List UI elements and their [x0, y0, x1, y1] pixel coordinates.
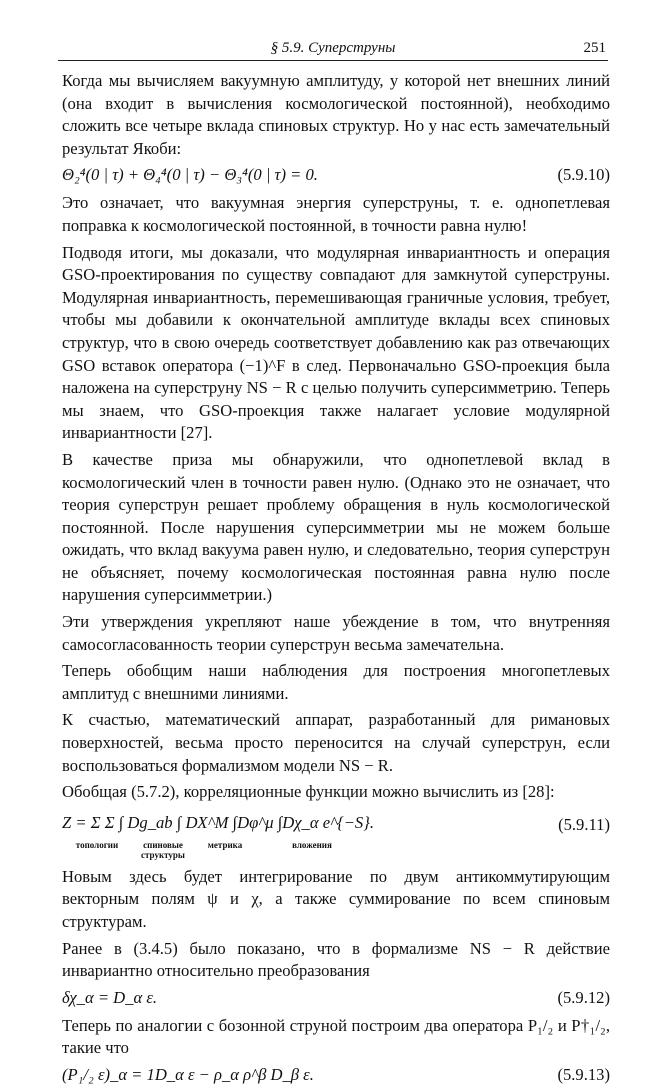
main-text: [62, 70, 610, 1092]
equation-number: (5.9.12): [557, 987, 610, 1007]
equation-formula: Θ₂⁴(0 | τ) + Θ₄⁴(0 | τ) − Θ₃⁴(0 | τ) = 0.: [62, 165, 318, 185]
equation-5-9-12: [62, 987, 610, 1011]
paragraph: Ранее в (3.4.5) было показано, что в формализме NS − R действие инвариантно относительно преобразования: [62, 938, 610, 981]
equation-number: (5.9.10): [557, 165, 610, 185]
running-header: [58, 38, 608, 61]
paragraph: Эти утверждения укрепляют наше убеждение в том, что внутренняя самосогласованность теории суперструн весьма замечательна.: [62, 612, 610, 654]
paragraph: Обобщая (5.7.2), корреляционные функции можно вычислить из [28]:: [62, 782, 555, 802]
equation-number: (5.9.13): [557, 1064, 610, 1084]
section-title: § 5.9. Суперструны: [270, 40, 396, 56]
page-number: 251: [583, 40, 606, 56]
paragraph: Это означает, что вакуумная энергия суперструны, т. е. однопетлевая поправка к космологической постоянной, в точности равна нулю!: [62, 193, 610, 235]
paragraph: Когда мы вычисляем вакуумную амплитуду, у которой нет внешних линий (она входит в вычисления космологической постоянной), необходимо сложить все четыре вклада спиновых структур. Но у нас есть замечательный результат Якоби:: [62, 71, 610, 158]
equation-formula: Z = Σ Σ ∫ Dg_ab ∫ DX^M ∫Dφ^μ ∫Dχ_α e^{−S}.: [62, 812, 374, 832]
paragraph: Новым здесь будет интегрирование по двум антикоммутирующим векторным полям ψ и χ, а также суммирование по всем спиновым структурам.: [62, 866, 610, 931]
paragraph: К счастью, математический аппарат, разработанный для римановых поверхностей, весьма просто переносится на случай суперструн, если воспользоваться формализмом модели NS − R.: [62, 710, 610, 775]
equation-formula: δχ_α = D_α ε.: [62, 987, 158, 1007]
equation-5-9-11: [62, 808, 610, 860]
paragraph: В качестве приза мы обнаружили, что однопетлевой вклад в космологический член в точности равен нулю. (Однако это не означает, что теория суперструн решает проблему обращения в нуль космологической постоянной. После нарушения суперсимметрии мы не можем больше ожидать, что вклад вакуума равен нулю, и следовательно, теория суперструн не объясняет, почему космологическая постоянная равна нулю после нарушения суперсимметрии.): [62, 449, 610, 605]
paragraph: Теперь обобщим наши наблюдения для построения многопетлевых амплитуд с внешними линиями.: [62, 661, 610, 703]
integral-label-embeddings: вложения: [292, 839, 332, 850]
equation-5-9-13: [62, 1064, 610, 1088]
paragraph: Подводя итоги, мы доказали, что модулярная инвариантность и операция GSO-проектирования по существу совпадают для замкнутой суперструны. Модулярная инвариантность, перемешивающая граничные условия, требует, чтобы мы добавили к окончательной амплитуде вклады всех спиновых структур, что в свою очередь соответствует добавлению как раз отвечающих GSO вставок оператора (−1)^F в след. Первоначально GSO-проекция была наложена на суперструну NS − R с целью получить суперсимметрию. Теперь мы знаем, что GSO-проекция также налагает условие модулярной инвариантности [27].: [62, 242, 610, 443]
equation-5-9-10: [62, 164, 610, 188]
sum-label-topologies: топологии: [75, 839, 119, 850]
integral-label-metric: метрика: [207, 839, 243, 850]
equation-formula: (P₁/₂ ε)_α = 1D_α ε − ρ_α ρ^β D_β ε.: [62, 1064, 314, 1084]
sum-label-spin-structures: спиновые структуры: [141, 839, 185, 860]
paragraph: Теперь по аналогии с бозонной струной построим два оператора P₁/₂ и P†₁/₂, такие что: [62, 1015, 610, 1058]
equation-number: (5.9.11): [558, 814, 610, 834]
